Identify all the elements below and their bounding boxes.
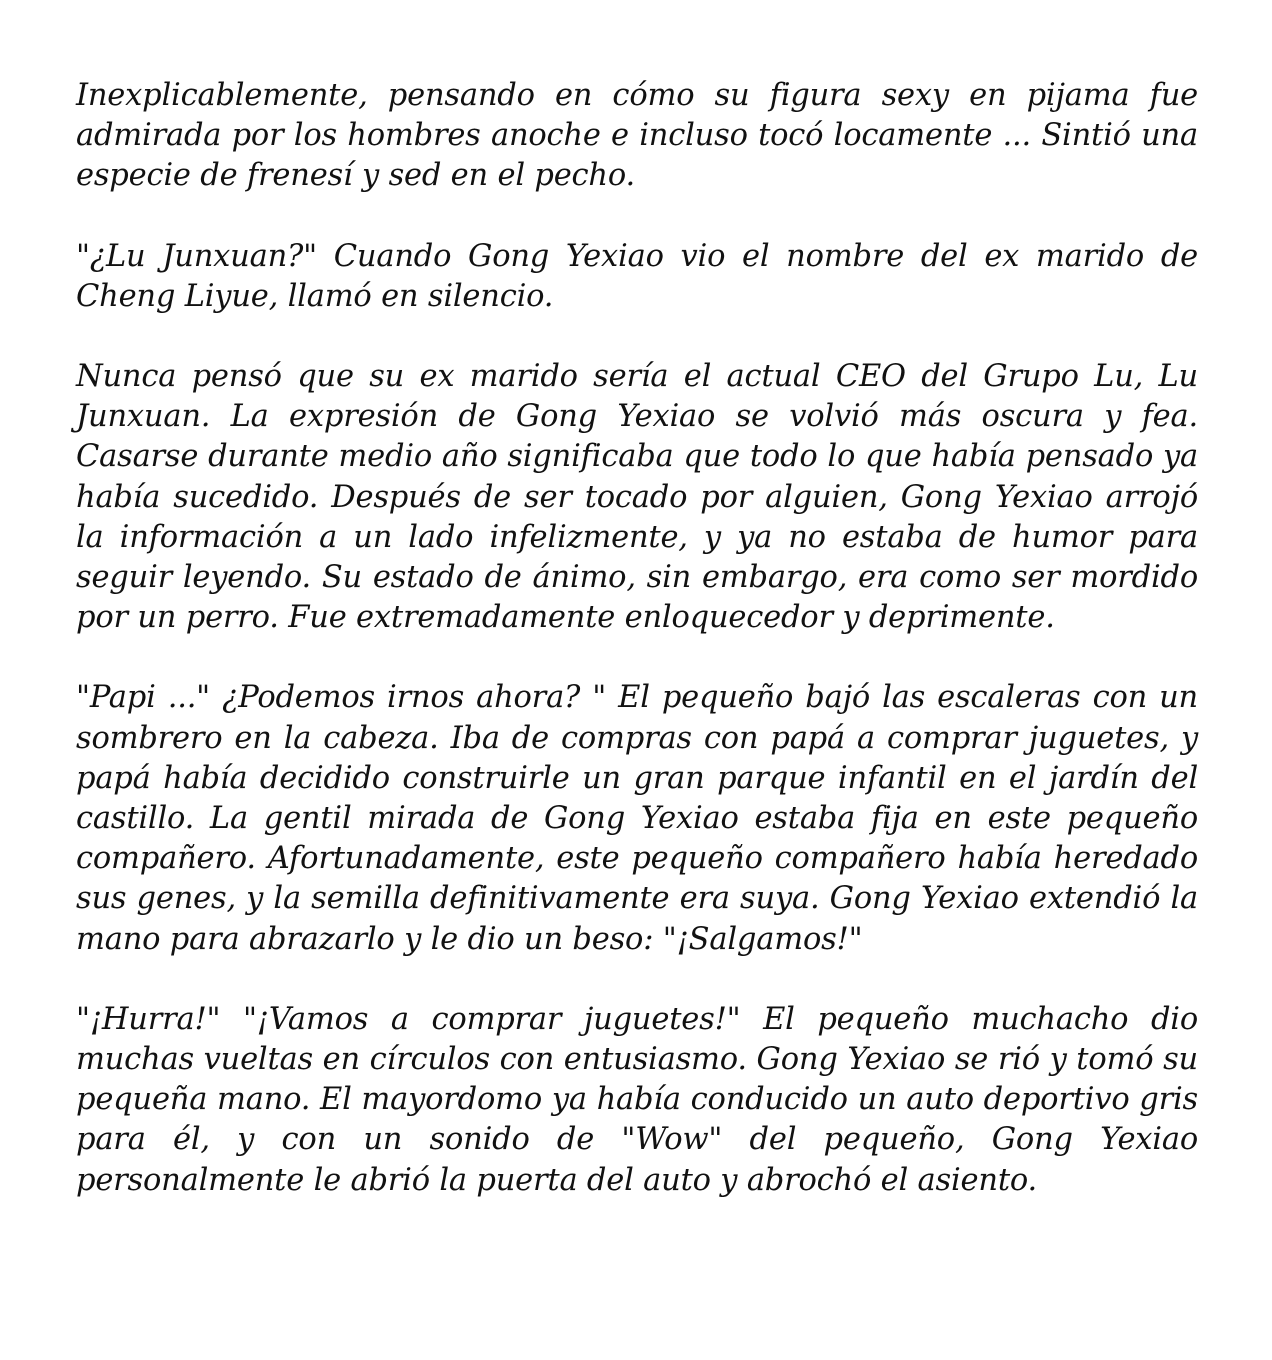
paragraph: Nunca pensó que su ex marido sería el actual CEO del Grupo Lu, Lu Junxuan. La expresión de Gong Yexiao se volvió más oscura y fea. Casarse durante medio año significaba que todo lo que había pensado ya había sucedido. Después de ser tocado por alguien, Gong Yexiao arrojó la información a un lado infelizmente, y ya no estaba de humor para seguir leyendo. Su estado de ánimo, sin embargo, era como ser mordido por un perro. Fue extremadamente enloquecedor y deprimente. xyxy=(76,359,1198,636)
paragraph: "¿Lu Junxuan?" Cuando Gong Yexiao vio el nombre del ex marido de Cheng Liyue, llamó en silencio. xyxy=(76,238,1198,314)
paragraph: Inexplicablemente, pensando en cómo su figura sexy en pijama fue admirada por los hombres anoche e incluso tocó locamente ... Sintió una especie de frenesí y sed en el pecho. xyxy=(76,78,1198,194)
paragraph: "Papi ..." ¿Podemos irnos ahora? " El pequeño bajó las escaleras con un sombrero en la cabeza. Iba de compras con papá a comprar juguetes, y papá había decidido construirle un gran parque infantil en el jardín del castillo. La gentil mirada de Gong Yexiao estaba fija en este pequeño compañero. Afortunadamente, este pequeño compañero había heredado sus genes, y la semilla definitivamente era suya. Gong Yexiao extendió la mano para abrazarlo y le dio un beso: "¡Salgamos!" xyxy=(76,680,1198,957)
paragraph: "¡Hurra!" "¡Vamos a comprar juguetes!" El pequeño muchacho dio muchas vueltas en círculos con entusiasmo. Gong Yexiao se rió y tomó su pequeña mano. El mayordomo ya había conducido un auto deportivo gris para él, y con un sonido de "Wow" del pequeño, Gong Yexiao personalmente le abrió la puerta del auto y abrochó el asiento. xyxy=(76,1001,1198,1198)
